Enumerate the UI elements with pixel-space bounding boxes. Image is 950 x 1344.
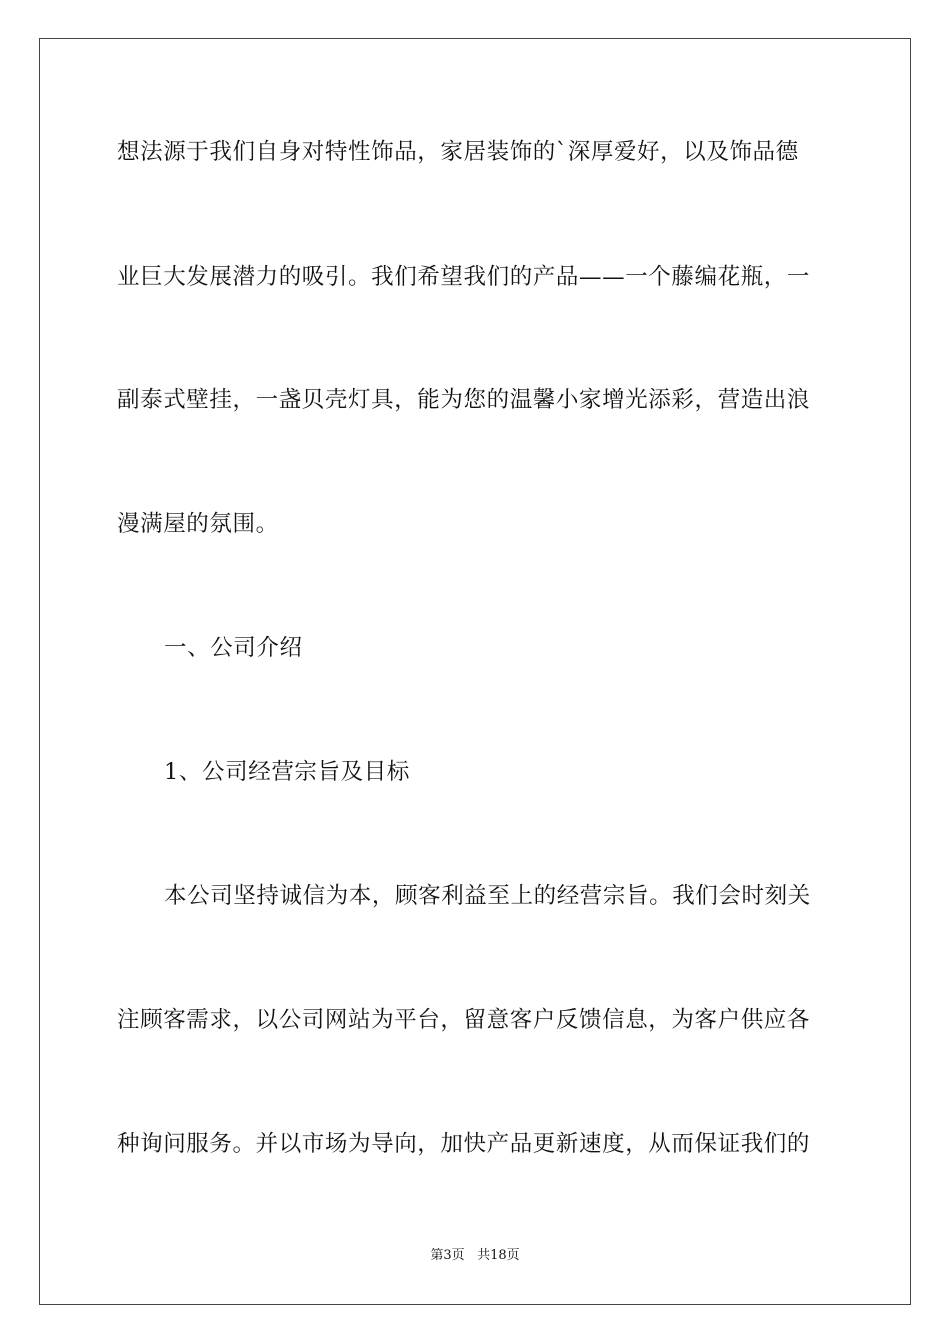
- page-total: 共18页: [477, 1248, 520, 1263]
- paragraph-line: 业巨大发展潜力的吸引。我们希望我们的产品——一个藤编花瓶，一: [117, 264, 811, 290]
- subsection-heading: 1、公司经营宗旨及目标: [164, 759, 410, 785]
- paragraph-line: 想法源于我们自身对特性饰品，家居装饰的`深厚爱好，以及饰品德: [117, 139, 799, 165]
- page-footer: [0, 1247, 950, 1265]
- paragraph-line: 漫满屋的氛围。: [117, 511, 279, 537]
- section-heading: 一、公司介绍: [164, 635, 303, 661]
- paragraph-line: 副泰式壁挂，一盏贝壳灯具，能为您的温馨小家增光添彩，营造出浪: [117, 387, 811, 413]
- paragraph-line: 本公司坚持诚信为本，顾客利益至上的经营宗旨。我们会时刻关: [164, 883, 811, 909]
- page-number: 第3页: [430, 1248, 465, 1263]
- paragraph-line: 种询问服务。并以市场为导向，加快产品更新速度，从而保证我们的: [117, 1131, 811, 1157]
- page-border: [39, 38, 911, 1305]
- paragraph-line: 注顾客需求，以公司网站为平台，留意客户反馈信息，为客户供应各: [117, 1007, 811, 1033]
